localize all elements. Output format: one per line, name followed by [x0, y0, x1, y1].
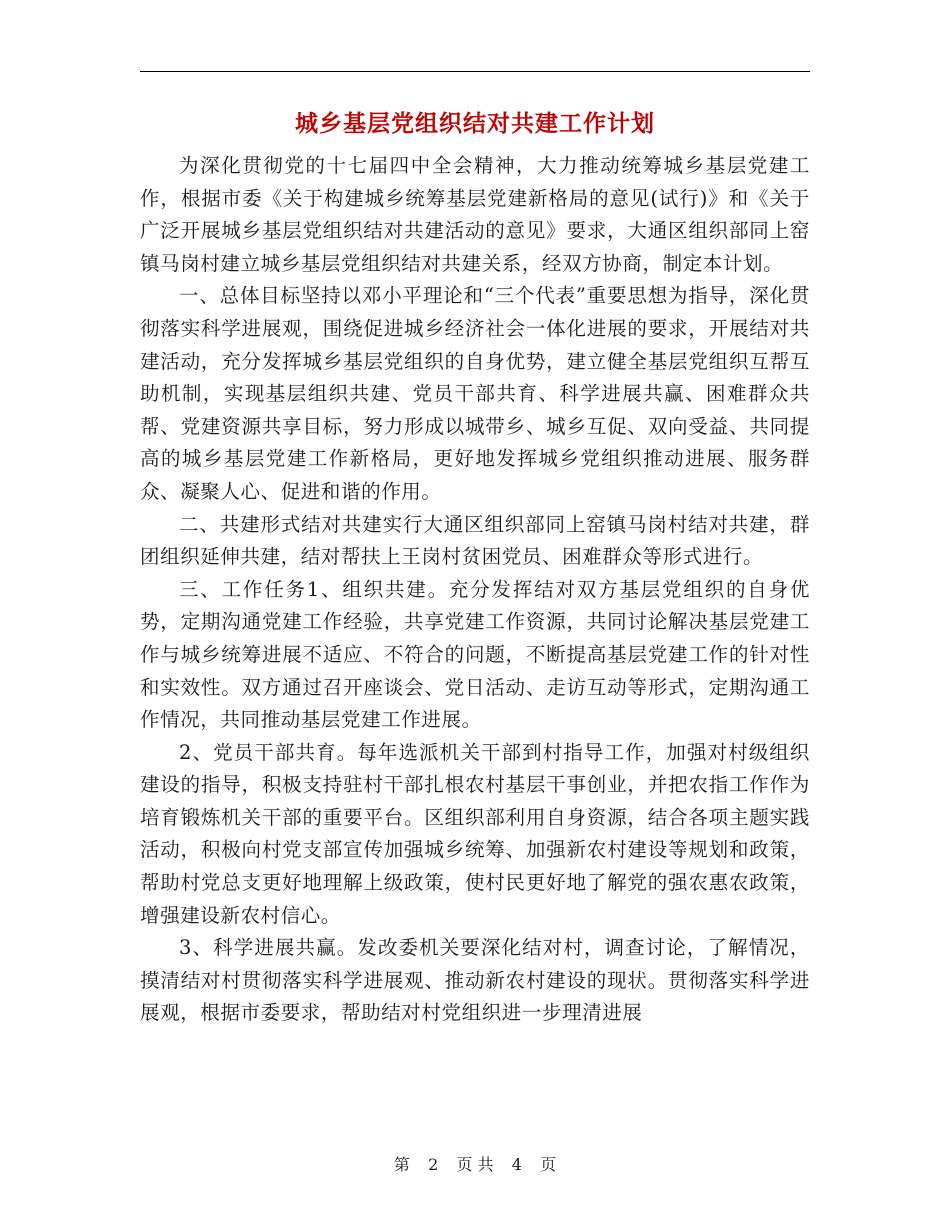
document-title: 城乡基层党组织结对共建工作计划: [295, 111, 655, 137]
page-footer: [140, 1152, 810, 1175]
document-body: [140, 150, 810, 1030]
paragraph-intro: 为深化贯彻党的十七届四中全会精神，大力推动统筹城乡基层党建工作，根据市委《关于构建城乡统筹基层党建新格局的意见(试行)》和《关于广泛开展城乡基层党组织结对共建活动的意见》要求，大通区组织部同上窑镇马岗村建立城乡基层党组织结对共建关系，经双方协商，制定本计划。: [140, 154, 810, 275]
paragraph-task-2: 2、党员干部共育。每年选派机关干部到村指导工作，加强对村级组织建设的指导，积极支持驻村干部扎根农村基层干事创业，并把农指工作作为培育锻炼机关干部的重要平台。区组织部利用自身资源，结合各项主题实践活动，积极向村党支部宣传加强城乡统筹、加强新农村建设等规划和政策，帮助村党总支更好地理解上级政策，使村民更好地了解党的强农惠农政策，增强建设新农村信心。: [140, 740, 810, 927]
footer-middle: 页 共: [456, 1155, 494, 1174]
paragraph-task-3: 3、科学进展共赢。发改委机关要深化结对村，调查讨论，了解情况，摸清结对村贯彻落实科学进展观、推动新农村建设的现状。贯彻落实科学进展观，根据市委要求，帮助结对村党组织进一步理清进展: [140, 936, 810, 1025]
footer-prefix: 第: [393, 1155, 410, 1174]
footer-page-current: 2: [428, 1155, 439, 1174]
footer-page-total: 4: [511, 1155, 522, 1174]
paragraph-cobuild-form: 二、共建形式结对共建实行大通区组织部同上窑镇马岗村结对共建，群团组织延伸共建，结对帮扶上王岗村贫困党员、困难群众等形式进行。: [140, 512, 810, 569]
paragraph-task-1: 三、工作任务1、组织共建。充分发挥结对双方基层党组织的自身优势，定期沟通党建工作经验，共享党建工作资源，共同讨论解决基层党建工作与城乡统筹进展不适应、不符合的问题，不断提高基层党建工作的针对性和实效性。双方通过召开座谈会、党日活动、走访互动等形式，定期沟通工作情况，共同推动基层党建工作进展。: [140, 577, 810, 732]
footer-suffix: 页: [540, 1155, 557, 1174]
header-rule: [140, 71, 810, 72]
paragraph-overall-goal: 一、总体目标坚持以邓小平理论和“三个代表”重要思想为指导，深化贯彻落实科学进展观，围绕促进城乡经济社会一体化进展的要求，开展结对共建活动，充分发挥城乡基层党组织的自身优势，建立健全基层党组织互帮互助机制，实现基层组织共建、党员干部共育、科学进展共赢、困难群众共帮、党建资源共享目标，努力形成以城带乡、城乡互促、双向受益、共同提高的城乡基层党建工作新格局，更好地发挥城乡党组织推动进展、服务群众、凝聚人心、促进和谐的作用。: [140, 284, 810, 503]
